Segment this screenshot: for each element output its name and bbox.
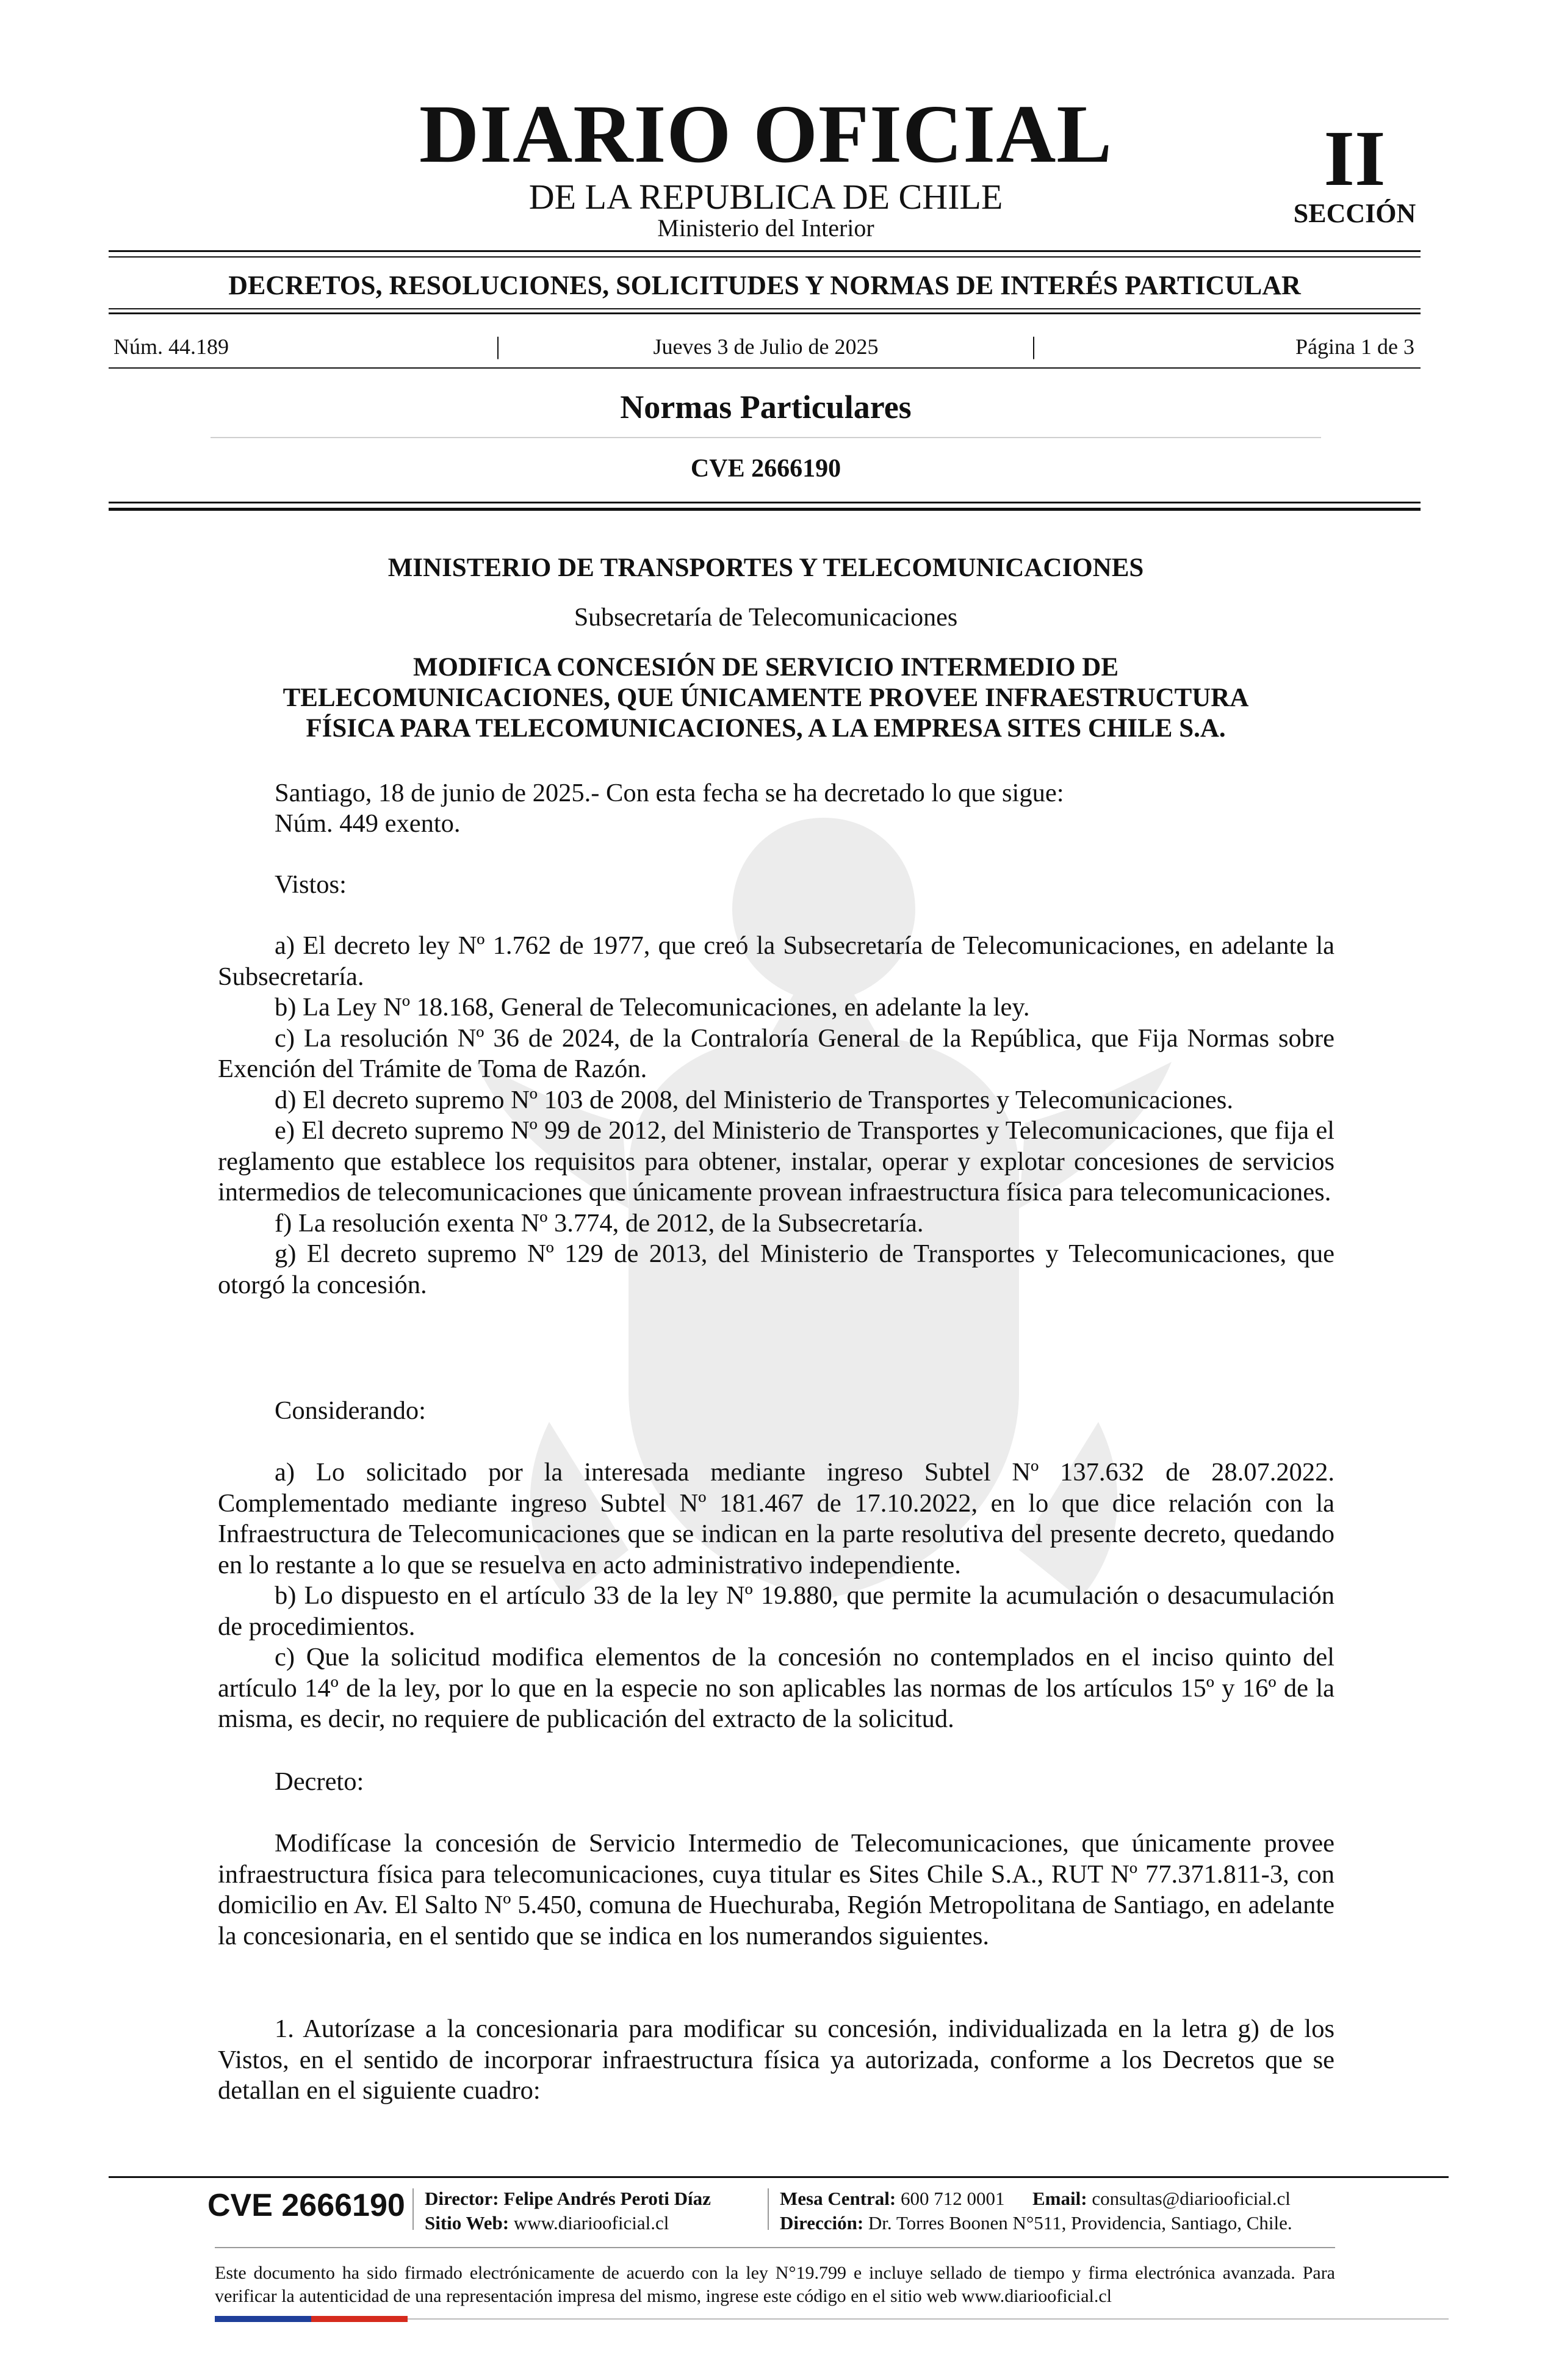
footer-separator	[215, 2247, 1335, 2248]
director-label: Director:	[425, 2188, 499, 2209]
direccion-label: Dirección:	[780, 2212, 864, 2234]
vistos-item: d) El decreto supremo Nº 103 de 2008, del Ministerio de Transportes y Telecomunicaciones.	[275, 1085, 1233, 1114]
banner-rule-thick	[109, 312, 1421, 314]
vistos-item: b) La Ley Nº 18.168, General de Telecomunicaciones, en adelante la ley.	[275, 993, 1030, 1022]
cve-rule-thick	[109, 508, 1421, 511]
subsecretaria-heading: Subsecretaría de Telecomunicaciones	[574, 604, 958, 632]
masthead-title: DIARIO OFICIAL	[419, 88, 1113, 180]
footer-address	[780, 2212, 1292, 2235]
issue-number: Núm. 44.189	[113, 334, 229, 359]
website-label: Sitio Web:	[425, 2212, 510, 2234]
direccion-value: Dr. Torres Boonen N°511, Providencia, Santiago, Chile.	[868, 2212, 1292, 2234]
decreto-item-1	[218, 2014, 1334, 2107]
document-title-line: MODIFICA CONCESIÓN DE SERVICIO INTERMEDIO DE	[412, 653, 1119, 682]
footer-website	[425, 2212, 669, 2235]
masthead-subtitle: DE LA REPUBLICA DE CHILE	[528, 177, 1003, 217]
issue-date: Jueves 3 de Julio de 2025	[653, 334, 879, 359]
decreto-item-1-text: 1. Autorízase a la concesionaria para modificar su concesión, individualizada en la letra g) de los Vistos, en el sentido de incorporar infraestructura física ya autorizada, conforme a los Decretos que se detallan en el siguiente cuadro:	[218, 2014, 1334, 2105]
section-title: Normas Particulares	[620, 389, 912, 425]
vistos-item: g) El decreto supremo Nº 129 de 2013, del Ministerio de Transportes y Telecomunicaciones, que otorgó la concesión.	[218, 1239, 1334, 1299]
issue-separator: |	[495, 332, 501, 359]
vistos-item: f) La resolución exenta Nº 3.774, de 2012, de la Subsecretaría.	[275, 1208, 924, 1238]
considerando-item: a) Lo solicitado por la interesada mediante ingreso Subtel Nº 137.632 de 28.07.2022. Complementado mediante ingreso Subtel Nº 181.467 de 17.10.2022, en lo que dice relación con la Infraestructura de Telecomunicaciones que se indican en la parte resolutiva del presente decreto, quedando en lo restante a lo que se resuelva en acto administrativo independiente.	[218, 1458, 1334, 1579]
decreto-intro-text: Modifícase la concesión de Servicio Intermedio de Telecomunicaciones, que únicamente provee infraestructura física para telecomunicaciones, cuya titular es Sites Chile S.A., RUT Nº 77.371.811-3, con domicilio en Av. El Salto Nº 5.450, comuna de Huechuraba, Región Metropolitana de Santiago, en adelante la concesionaria, en el sentido que se indica en los numerandos siguientes.	[218, 1829, 1334, 1950]
vistos-heading: Vistos:	[275, 870, 347, 899]
issue-separator: |	[1031, 332, 1037, 359]
mesa-value: 600 712 0001	[901, 2188, 1005, 2209]
footer-director	[425, 2187, 711, 2210]
website-link[interactable]: www.diariooficial.cl	[513, 2212, 669, 2234]
page-indicator: Página 1 de 3	[1295, 334, 1414, 359]
decreto-intro	[218, 1828, 1334, 1952]
masthead-rule-top-thin	[109, 256, 1421, 258]
masthead-rule-top	[109, 250, 1421, 252]
signature-notice: Este documento ha sido firmado electrónicamente de acuerdo con la ley N°19.799 e incluye sellado de tiempo y firma electrónica avanzada. Para verificar la autenticidad de una representación impresa del mismo, ingrese este código en el sitio web www.diariooficial.cl	[215, 2263, 1335, 2306]
considerando-list	[218, 1457, 1334, 1735]
footer-divider	[768, 2188, 769, 2230]
flag-stripe-blue	[215, 2316, 311, 2322]
vistos-item: c) La resolución Nº 36 de 2024, de la Contraloría General de la República, que Fija Normas sobre Exención del Trámite de Toma de Razón.	[218, 1023, 1334, 1083]
issue-rule	[109, 367, 1421, 369]
considerando-heading: Considerando:	[275, 1396, 426, 1425]
banner-rule	[109, 308, 1421, 309]
decreto-heading: Decreto:	[275, 1767, 364, 1796]
flag-stripe-red	[311, 2316, 408, 2322]
footer-bottom-rule	[408, 2318, 1449, 2320]
footer-rule	[109, 2176, 1449, 2178]
section-label: SECCIÓN	[1293, 198, 1416, 228]
mesa-label: Mesa Central:	[780, 2188, 896, 2209]
footer-divider	[412, 2188, 414, 2230]
masthead-ministry: Ministerio del Interior	[657, 214, 874, 242]
vistos-item: e) El decreto supremo Nº 99 de 2012, del Ministerio de Transportes y Telecomunicaciones, que fija el reglamento que establece los requisitos para obtener, instalar, operar y explotar concesiones de servicios intermedios de telecomunicaciones que únicamente provean infraestructura física para telecomunicaciones.	[218, 1116, 1334, 1206]
cve-rule	[109, 502, 1421, 503]
ministry-heading: MINISTERIO DE TRANSPORTES Y TELECOMUNICACIONES	[387, 554, 1144, 582]
document-title-line: TELECOMUNICACIONES, QUE ÚNICAMENTE PROVEE INFRAESTRUCTURA	[283, 683, 1249, 712]
email-link[interactable]: consultas@diariooficial.cl	[1092, 2188, 1291, 2209]
section-banner: DECRETOS, RESOLUCIONES, SOLICITUDES Y NORMAS DE INTERÉS PARTICULAR	[228, 270, 1301, 300]
dateline: Santiago, 18 de junio de 2025.- Con esta fecha se ha decretado lo que sigue:	[275, 779, 1064, 807]
considerando-item: c) Que la solicitud modifica elementos de la concesión no contemplados en el inciso quinto del artículo 14º de la ley, por lo que en la especie no son aplicables las normas de los artículos 15º y 16º de la misma, es decir, no requiere de publicación del extracto de la solicitud.	[218, 1643, 1334, 1733]
section-number: II	[1324, 115, 1386, 203]
vistos-list	[218, 931, 1334, 1300]
vistos-item: a) El decreto ley Nº 1.762 de 1977, que creó la Subsecretaría de Telecomunicaciones, en adelante la Subsecretaría.	[218, 931, 1334, 991]
document-title-line: FÍSICA PARA TELECOMUNICACIONES, A LA EMPRESA SITES CHILE S.A.	[306, 714, 1226, 743]
considerando-item: b) Lo dispuesto en el artículo 33 de la ley Nº 19.880, que permite la acumulación o desacumulación de procedimientos.	[218, 1581, 1334, 1641]
director-value: Felipe Andrés Peroti Díaz	[503, 2188, 711, 2209]
decree-number: Núm. 449 exento.	[275, 809, 461, 838]
footer-contact	[780, 2187, 1291, 2210]
footer-cve: CVE 2666190	[207, 2188, 405, 2223]
cve-code: CVE 2666190	[690, 455, 841, 483]
email-label: Email:	[1032, 2188, 1087, 2209]
section-title-rule	[211, 437, 1321, 438]
